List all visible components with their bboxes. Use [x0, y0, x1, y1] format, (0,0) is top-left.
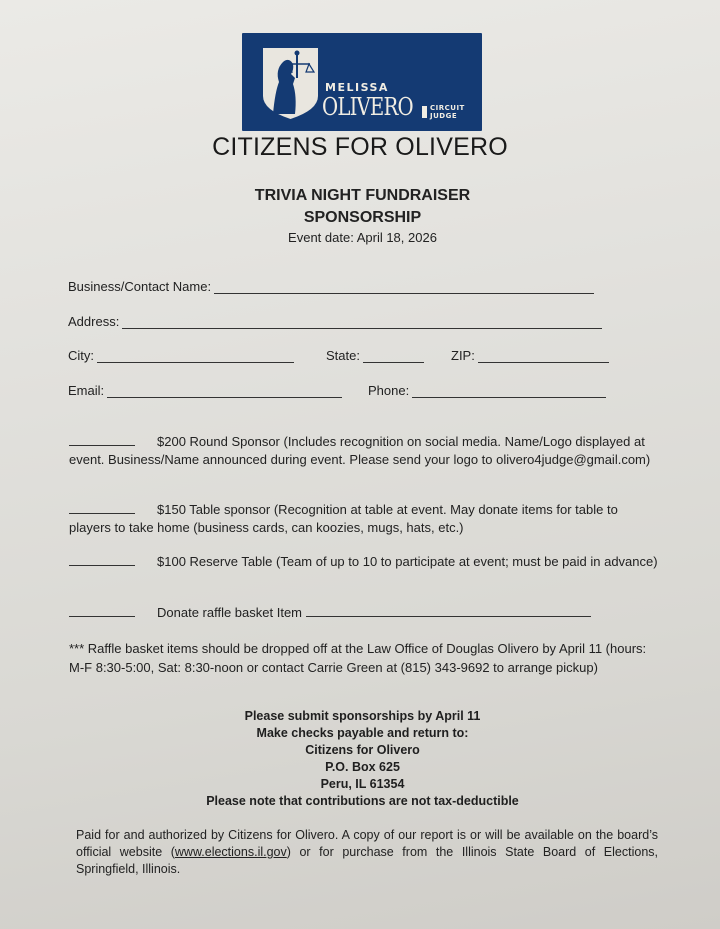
payee-name: Citizens for Olivero [305, 743, 420, 757]
zip-input[interactable] [478, 350, 609, 363]
disclaimer-text-start: Paid for and authorized by Citizens for Olivero. A copy of our report is or will be available on the board’s official website ( [76, 828, 658, 859]
org-title: CITIZENS FOR OLIVERO [212, 133, 508, 161]
sponsor-reserve-checkline[interactable] [69, 554, 135, 566]
event-title-line2: SPONSORSHIP [303, 209, 422, 226]
email-label: Email: [68, 383, 105, 398]
sponsor-option-round [69, 433, 659, 469]
logo-last-name: OLIVERO [322, 93, 413, 121]
logo-first-name: MELISSA [325, 81, 389, 94]
phone-label: Phone: [368, 383, 410, 398]
address-label: Address: [68, 314, 120, 329]
submit-deadline: Please submit sponsorships by April 11 [244, 709, 481, 723]
state-input[interactable] [363, 350, 424, 363]
sponsor-table-checkline[interactable] [69, 502, 135, 514]
sponsor-option-raffle [69, 604, 659, 622]
po-box: P.O. Box 625 [325, 760, 400, 774]
sponsor-raffle-checkline[interactable] [69, 605, 135, 617]
email-field [68, 383, 342, 398]
sponsor-table-text: $150 Table sponsor (Recognition at table at event. May donate items for table to players to take home (business cards, can koozies, mugs, hats, etc.) [69, 502, 618, 535]
sponsor-raffle-text: Donate raffle basket Item [157, 605, 303, 620]
zip-label: ZIP: [451, 348, 475, 363]
city-label: City: [68, 348, 94, 363]
elections-website-link[interactable]: www.elections.il.gov [174, 845, 287, 859]
state-label: State: [326, 348, 360, 363]
address-field [68, 314, 602, 329]
raffle-note: *** Raffle basket items should be dropped off at the Law Office of Douglas Olivero by April 11 (hours: M-F 8:30-5:00, Sat: 8:30-noon or contact Carrie Green at (815) 343-9692 to arrange pickup) [69, 641, 647, 675]
sponsor-round-checkline[interactable] [69, 434, 135, 446]
campaign-logo [242, 33, 482, 131]
logo-role-line2: JUDGE [430, 112, 458, 120]
address-input[interactable] [122, 316, 602, 329]
seal-icon [422, 106, 427, 118]
disclaimer [76, 827, 658, 878]
state-field [326, 348, 424, 363]
event-title [0, 185, 720, 229]
business-name-field [68, 279, 594, 294]
tax-note: Please note that contributions are not tax-deductible [206, 794, 519, 808]
city-state-zip: Peru, IL 61354 [320, 777, 405, 791]
business-name-label: Business/Contact Name: [68, 279, 212, 294]
lady-justice-icon [263, 48, 318, 119]
sponsor-option-table [69, 501, 659, 537]
submission-instructions [0, 708, 720, 810]
logo-role [430, 104, 465, 120]
email-input[interactable] [107, 385, 342, 398]
event-title-line1: TRIVIA NIGHT FUNDRAISER [254, 187, 471, 204]
sponsor-option-reserve [69, 553, 659, 571]
raffle-item-input[interactable] [306, 605, 591, 617]
city-input[interactable] [97, 350, 294, 363]
business-name-input[interactable] [214, 281, 594, 294]
phone-input[interactable] [412, 385, 606, 398]
sponsor-round-text: $200 Round Sponsor (Includes recognition on social media. Name/Logo displayed at event. Business/Name announced during event. Please send your logo to olivero4judge@gmail.com) [69, 434, 651, 467]
event-date: Event date: April 18, 2026 [288, 230, 437, 245]
disclaimer-text-end: ) or for purchase from the Illinois State Board of Elections, Springfield, Illinois. [76, 845, 658, 876]
city-field [68, 348, 294, 363]
zip-field [451, 348, 609, 363]
logo-role-line1: CIRCUIT [430, 104, 465, 112]
sponsor-reserve-text: $100 Reserve Table (Team of up to 10 to participate at event; must be paid in advance) [157, 554, 658, 569]
checks-payable: Make checks payable and return to: [256, 726, 469, 740]
phone-field [368, 383, 606, 398]
